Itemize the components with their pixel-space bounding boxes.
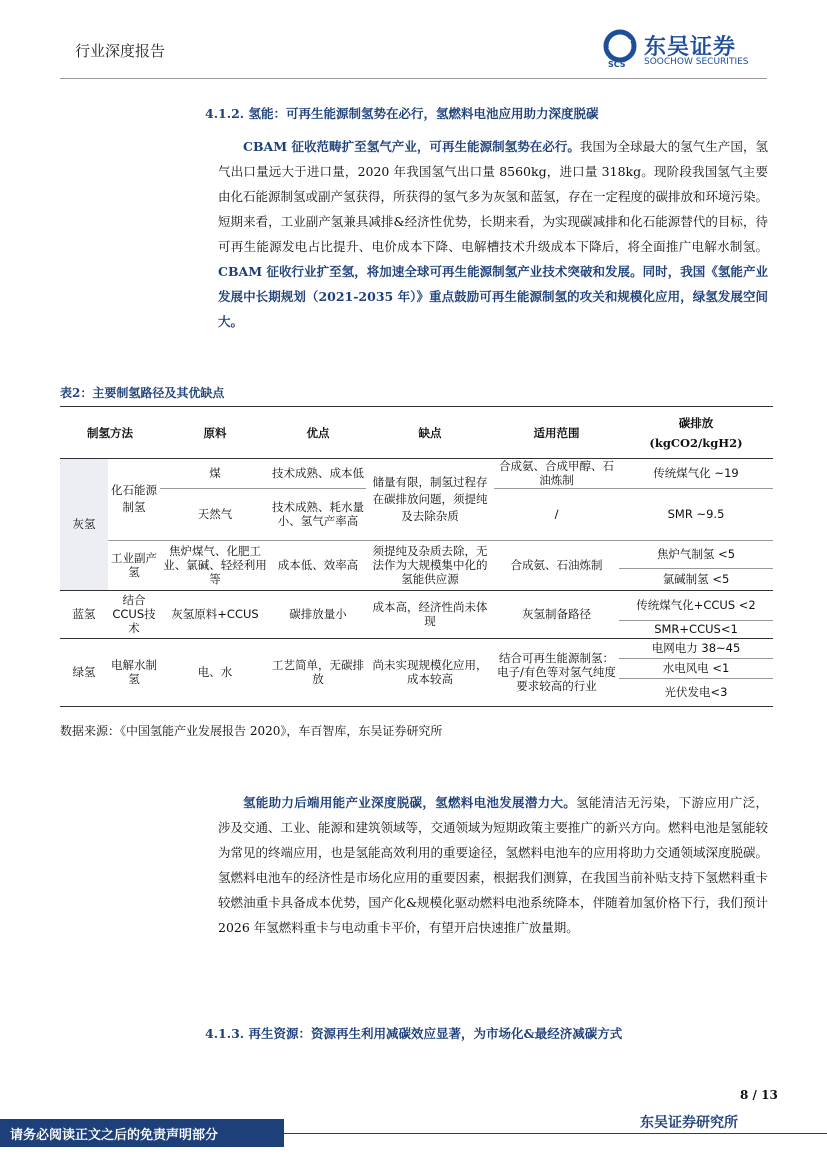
table-row [60,638,773,658]
page-number: 8 / 13 [740,1088,778,1102]
para2-bold-lead: 氢能助力后端用能产业深度脱碳，氢燃料电池发展潜力大。 [243,795,577,810]
green-emission-1: 电网电力 38~45 [619,638,773,658]
table-title: 表2：主要制氢路径及其优缺点 [60,386,225,400]
disclaimer-text: 请务必阅读正文之后的免责声明部分 [10,1128,219,1143]
blue-scope: 灰氢制备路径 [494,590,619,638]
logo-mark-text: SCS [608,60,626,68]
blue-feed: 灰氢原料+CCUS [160,590,270,638]
section-413-title: 4.1.3. 再生资源：资源再生利用减碳效应显著，为市场化&最经济减碳方式 [205,1026,623,1041]
para1-bold-lead: CBAM 征收范畴扩至氢气产业，可再生能源制氢势在必行。 [243,139,580,154]
gas-emission: SMR ~9.5 [619,488,773,540]
blue-pros: 碳排放量小 [270,590,366,638]
gas-pros: 技术成熟、耗水量小、氢气产率高 [270,488,366,540]
logo-text-cn: 东吴证券 [644,35,737,60]
table-top-rule [60,406,773,407]
header-emission-label: 碳排放 [678,415,714,430]
gray-label: 灰氢 [60,458,108,590]
header-divider [60,78,767,79]
table-row [60,590,773,620]
header-emission-unit: (kgCO2/kgH2) [649,435,743,450]
header-feedstock: 原料 [160,408,270,458]
green-method: 电解水制氢 [108,638,160,706]
table-row [60,458,773,488]
logo-mark-icon [600,28,640,68]
byproduct-scope: 合成氨、石油炼制 [494,540,619,590]
green-pros: 工艺简单，无碳排放 [270,638,366,706]
emission-chlor: 氯碱制氢 <5 [619,568,773,590]
blue-emission-2: SMR+CCUS<1 [619,620,773,638]
hydrogen-routes-table [60,408,773,707]
table-row [60,540,773,568]
section-412-paragraph [218,134,768,334]
green-label: 绿氢 [60,638,108,706]
hydrogen-fuel-cell-paragraph [218,790,768,940]
byproduct-cons: 须提纯及杂质去除，无法作为大规模集中化的氢能供应源 [366,540,494,590]
blue-cons: 成本高，经济性尚未体现 [366,590,494,638]
gas-scope: / [494,488,619,540]
section-412-title: 4.1.2. 氢能：可再生能源制氢势在必行，氢燃料电池应用助力深度脱碳 [205,106,599,121]
byproduct-feed: 焦炉煤气、化肥工业、氯碱、轻烃利用等 [160,540,270,590]
coal-emission: 传统煤气化 ~19 [619,458,773,488]
coal-feed: 煤 [160,458,270,488]
footer-org: 东吴证券研究所 [640,1115,738,1131]
table-source: 数据来源：《中国氢能产业发展报告 2020》，车百智库，东吴证券研究所 [60,724,443,738]
coal-pros: 技术成熟、成本低 [270,458,366,488]
coal-scope: 合成氨、合成甲醇、石油炼制 [494,458,619,488]
soochow-logo [600,28,770,70]
footer-rule [284,1133,827,1134]
green-emission-2: 水电风电 <1 [619,658,773,678]
header-method: 制氢方法 [60,408,160,458]
byproduct-method: 工业副产氢 [108,540,160,590]
table-header-row [60,408,773,458]
emission-coke: 焦炉气制氢 <5 [619,540,773,568]
blue-label: 蓝氢 [60,590,108,638]
header-cons: 缺点 [366,408,494,458]
logo-text-en: SOOCHOW SECURITIES [644,57,749,67]
gas-feed: 天然气 [160,488,270,540]
fossil-method: 化石能源制氢 [108,458,160,540]
green-emission-3: 光伏发电<3 [619,678,773,706]
fossil-cons: 储量有限，制氢过程存在碳排放问题，须提纯及去除杂质 [366,458,494,540]
para1-bold-tail: CBAM 征收行业扩至氢，将加速全球可再生能源制氢产业技术突破和发展。同时，我国《氢能产业发展中长期规划（2021-2035 年）》重点鼓励可再生能源制氢的攻关和规模化应用，绿氢发展空间大。 [218,264,768,329]
report-type-label: 行业深度报告 [75,42,166,60]
header-scope: 适用范围 [494,408,619,458]
header-emission [619,408,773,458]
green-feed: 电、水 [160,638,270,706]
para1-body: 我国为全球最大的氢气生产国，氢气出口量远大于进口量，2020 年我国氢气出口量 8560kg，进口量 318kg。现阶段我国氢气主要由化石能源制氢或副产氢获得，所获得的氢气多为灰氢和蓝氢，存在一定程度的碳排放和环境污染。短期来看，工业副产氢兼具减排&经济性优势，长期来看，为实现碳减排和化石能源替代的目标，待可再生能源发电占比提升、电价成本下降、电解槽技术升级成本下降后，将全面推广电解水制氢。 [218,139,769,254]
para2-body: 氢能清洁无污染，下游应用广泛，涉及交通、工业、能源和建筑领域等，交通领域为短期政策主要推广的新兴方向。燃料电池是氢能较为常见的终端应用，也是氢能高效利用的重要途径，氢燃料电池车的应用将助力交通领域深度脱碳。氢燃料电池车的经济性是市场化应用的重要因素，根据我们测算，在我国当前补贴支持下氢燃料重卡较燃油重卡具备成本优势，国产化&规模化驱动燃料电池系统降本，伴随着加氢价格下行，我们预计 2026 年氢燃料重卡与电动重卡平价，有望开启快速推广放量期。 [218,795,769,935]
disclaimer-banner[interactable] [0,1119,284,1147]
green-cons: 尚未实现规模化应用，成本较高 [366,638,494,706]
header-pros: 优点 [270,408,366,458]
green-scope: 结合可再生能源制氢：电子/有色等对氢气纯度要求较高的行业 [494,638,619,706]
byproduct-pros: 成本低、效率高 [270,540,366,590]
blue-emission-1: 传统煤气化+CCUS <2 [619,590,773,620]
blue-method: 结合CCUS技术 [108,590,160,638]
